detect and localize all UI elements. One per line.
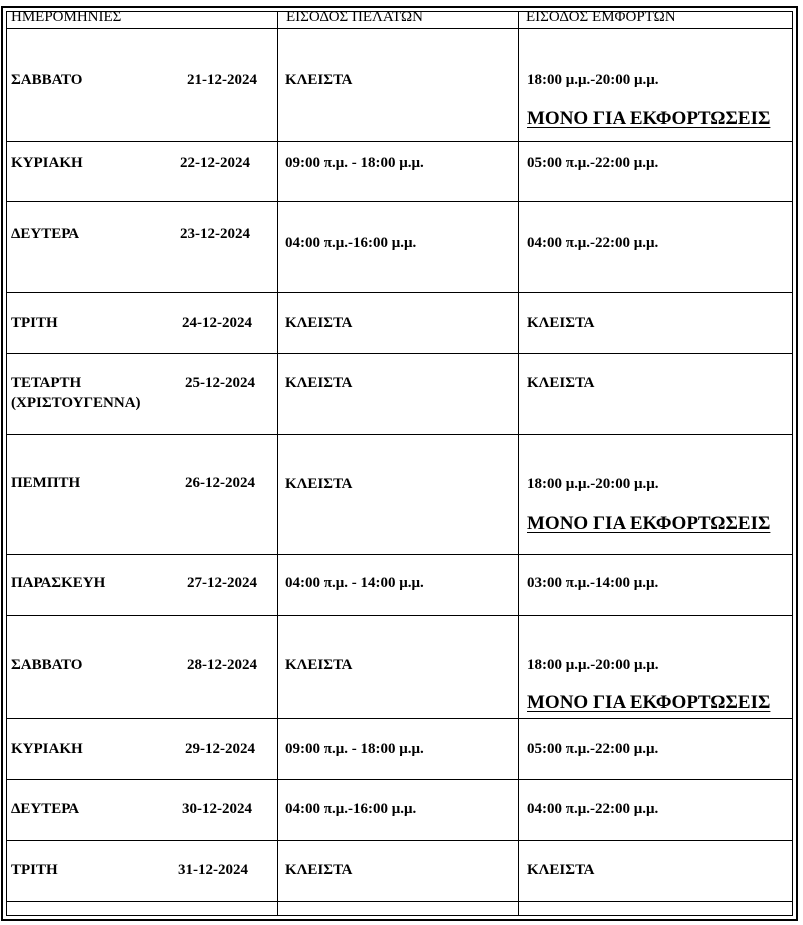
row-divider bbox=[7, 718, 792, 719]
unloading-only-note: ΜΟΝΟ ΓΙΑ ΕΚΦΟΡΤΩΣΕΙΣ bbox=[527, 513, 771, 534]
day-name: ΚΥΡΙΑΚΗ bbox=[11, 741, 83, 757]
day-name: ΣΑΒΒΑΤΟ bbox=[11, 657, 83, 673]
customer-hours: 09:00 π.μ. - 18:00 μ.μ. bbox=[285, 741, 424, 757]
customer-hours: ΚΛΕΙΣΤΑ bbox=[285, 72, 353, 88]
date-value: 28-12-2024 bbox=[187, 657, 257, 673]
goods-hours: ΚΛΕΙΣΤΑ bbox=[527, 375, 595, 391]
customer-hours: 04:00 π.μ. - 14:00 μ.μ. bbox=[285, 575, 424, 591]
goods-hours: 05:00 π.μ.-22:00 μ.μ. bbox=[527, 155, 659, 171]
customer-hours: ΚΛΕΙΣΤΑ bbox=[285, 862, 353, 878]
row-divider bbox=[7, 201, 792, 202]
schedule-table bbox=[6, 11, 793, 916]
row-divider bbox=[7, 141, 792, 142]
goods-hours: ΚΛΕΙΣΤΑ bbox=[527, 315, 595, 331]
date-value: 22-12-2024 bbox=[180, 155, 250, 171]
customer-hours: 04:00 π.μ.-16:00 μ.μ. bbox=[285, 801, 417, 817]
unloading-only-note: ΜΟΝΟ ΓΙΑ ΕΚΦΟΡΤΩΣΕΙΣ bbox=[527, 108, 771, 129]
row-divider bbox=[7, 353, 792, 354]
date-value: 23-12-2024 bbox=[180, 226, 250, 242]
header-dates: ΗΜΕΡΟΜΗΝΙΕΣ bbox=[11, 9, 122, 25]
day-name: ΔΕΥΤΕΡΑ bbox=[11, 226, 80, 242]
customer-hours: 09:00 π.μ. - 18:00 μ.μ. bbox=[285, 155, 424, 171]
customer-hours: ΚΛΕΙΣΤΑ bbox=[285, 476, 353, 492]
goods-hours: 04:00 π.μ.-22:00 μ.μ. bbox=[527, 801, 659, 817]
row-divider bbox=[7, 615, 792, 616]
day-name: ΠΑΡΑΣΚΕΥΗ bbox=[11, 575, 106, 591]
header-customer-entry: ΕΙΣΟΔΟΣ ΠΕΛΑΤΩΝ bbox=[286, 9, 423, 25]
goods-hours: 18:00 μ.μ.-20:00 μ.μ. bbox=[527, 657, 659, 673]
goods-hours: 05:00 π.μ.-22:00 μ.μ. bbox=[527, 741, 659, 757]
day-name: ΣΑΒΒΑΤΟ bbox=[11, 72, 83, 88]
date-value: 21-12-2024 bbox=[187, 72, 257, 88]
day-name: ΠΕΜΠΤΗ bbox=[11, 475, 81, 491]
customer-hours: ΚΛΕΙΣΤΑ bbox=[285, 315, 353, 331]
date-value: 27-12-2024 bbox=[187, 575, 257, 591]
date-value: 25-12-2024 bbox=[185, 375, 255, 391]
customer-hours: 04:00 π.μ.-16:00 μ.μ. bbox=[285, 235, 417, 251]
goods-hours: ΚΛΕΙΣΤΑ bbox=[527, 862, 595, 878]
day-name: ΤΕΤΑΡΤΗ bbox=[11, 375, 82, 391]
customer-hours: ΚΛΕΙΣΤΑ bbox=[285, 375, 353, 391]
schedule-table-frame bbox=[1, 6, 798, 921]
row-divider bbox=[7, 434, 792, 435]
goods-hours: 18:00 μ.μ.-20:00 μ.μ. bbox=[527, 476, 659, 492]
holiday-label: (ΧΡΙΣΤΟΥΓΕΝΝΑ) bbox=[11, 395, 141, 411]
customer-hours: ΚΛΕΙΣΤΑ bbox=[285, 657, 353, 673]
row-divider bbox=[7, 901, 792, 902]
row-divider bbox=[7, 779, 792, 780]
date-value: 30-12-2024 bbox=[182, 801, 252, 817]
day-name: ΔΕΥΤΕΡΑ bbox=[11, 801, 80, 817]
goods-hours: 03:00 π.μ.-14:00 μ.μ. bbox=[527, 575, 659, 591]
header-goods-entry: ΕΙΣΟΔΟΣ ΕΜΦΟΡΤΩΝ bbox=[526, 9, 676, 25]
goods-hours: 04:00 π.μ.-22:00 μ.μ. bbox=[527, 235, 659, 251]
day-name: ΤΡΙΤΗ bbox=[11, 862, 58, 878]
date-value: 24-12-2024 bbox=[182, 315, 252, 331]
day-name: ΚΥΡΙΑΚΗ bbox=[11, 155, 83, 171]
day-name: ΤΡΙΤΗ bbox=[11, 315, 58, 331]
row-divider bbox=[7, 554, 792, 555]
goods-hours: 18:00 μ.μ.-20:00 μ.μ. bbox=[527, 72, 659, 88]
date-value: 29-12-2024 bbox=[185, 741, 255, 757]
row-divider bbox=[7, 292, 792, 293]
row-divider bbox=[7, 840, 792, 841]
unloading-only-note: ΜΟΝΟ ΓΙΑ ΕΚΦΟΡΤΩΣΕΙΣ bbox=[527, 692, 771, 713]
date-value: 31-12-2024 bbox=[178, 862, 248, 878]
date-value: 26-12-2024 bbox=[185, 475, 255, 491]
header-divider bbox=[7, 28, 792, 29]
